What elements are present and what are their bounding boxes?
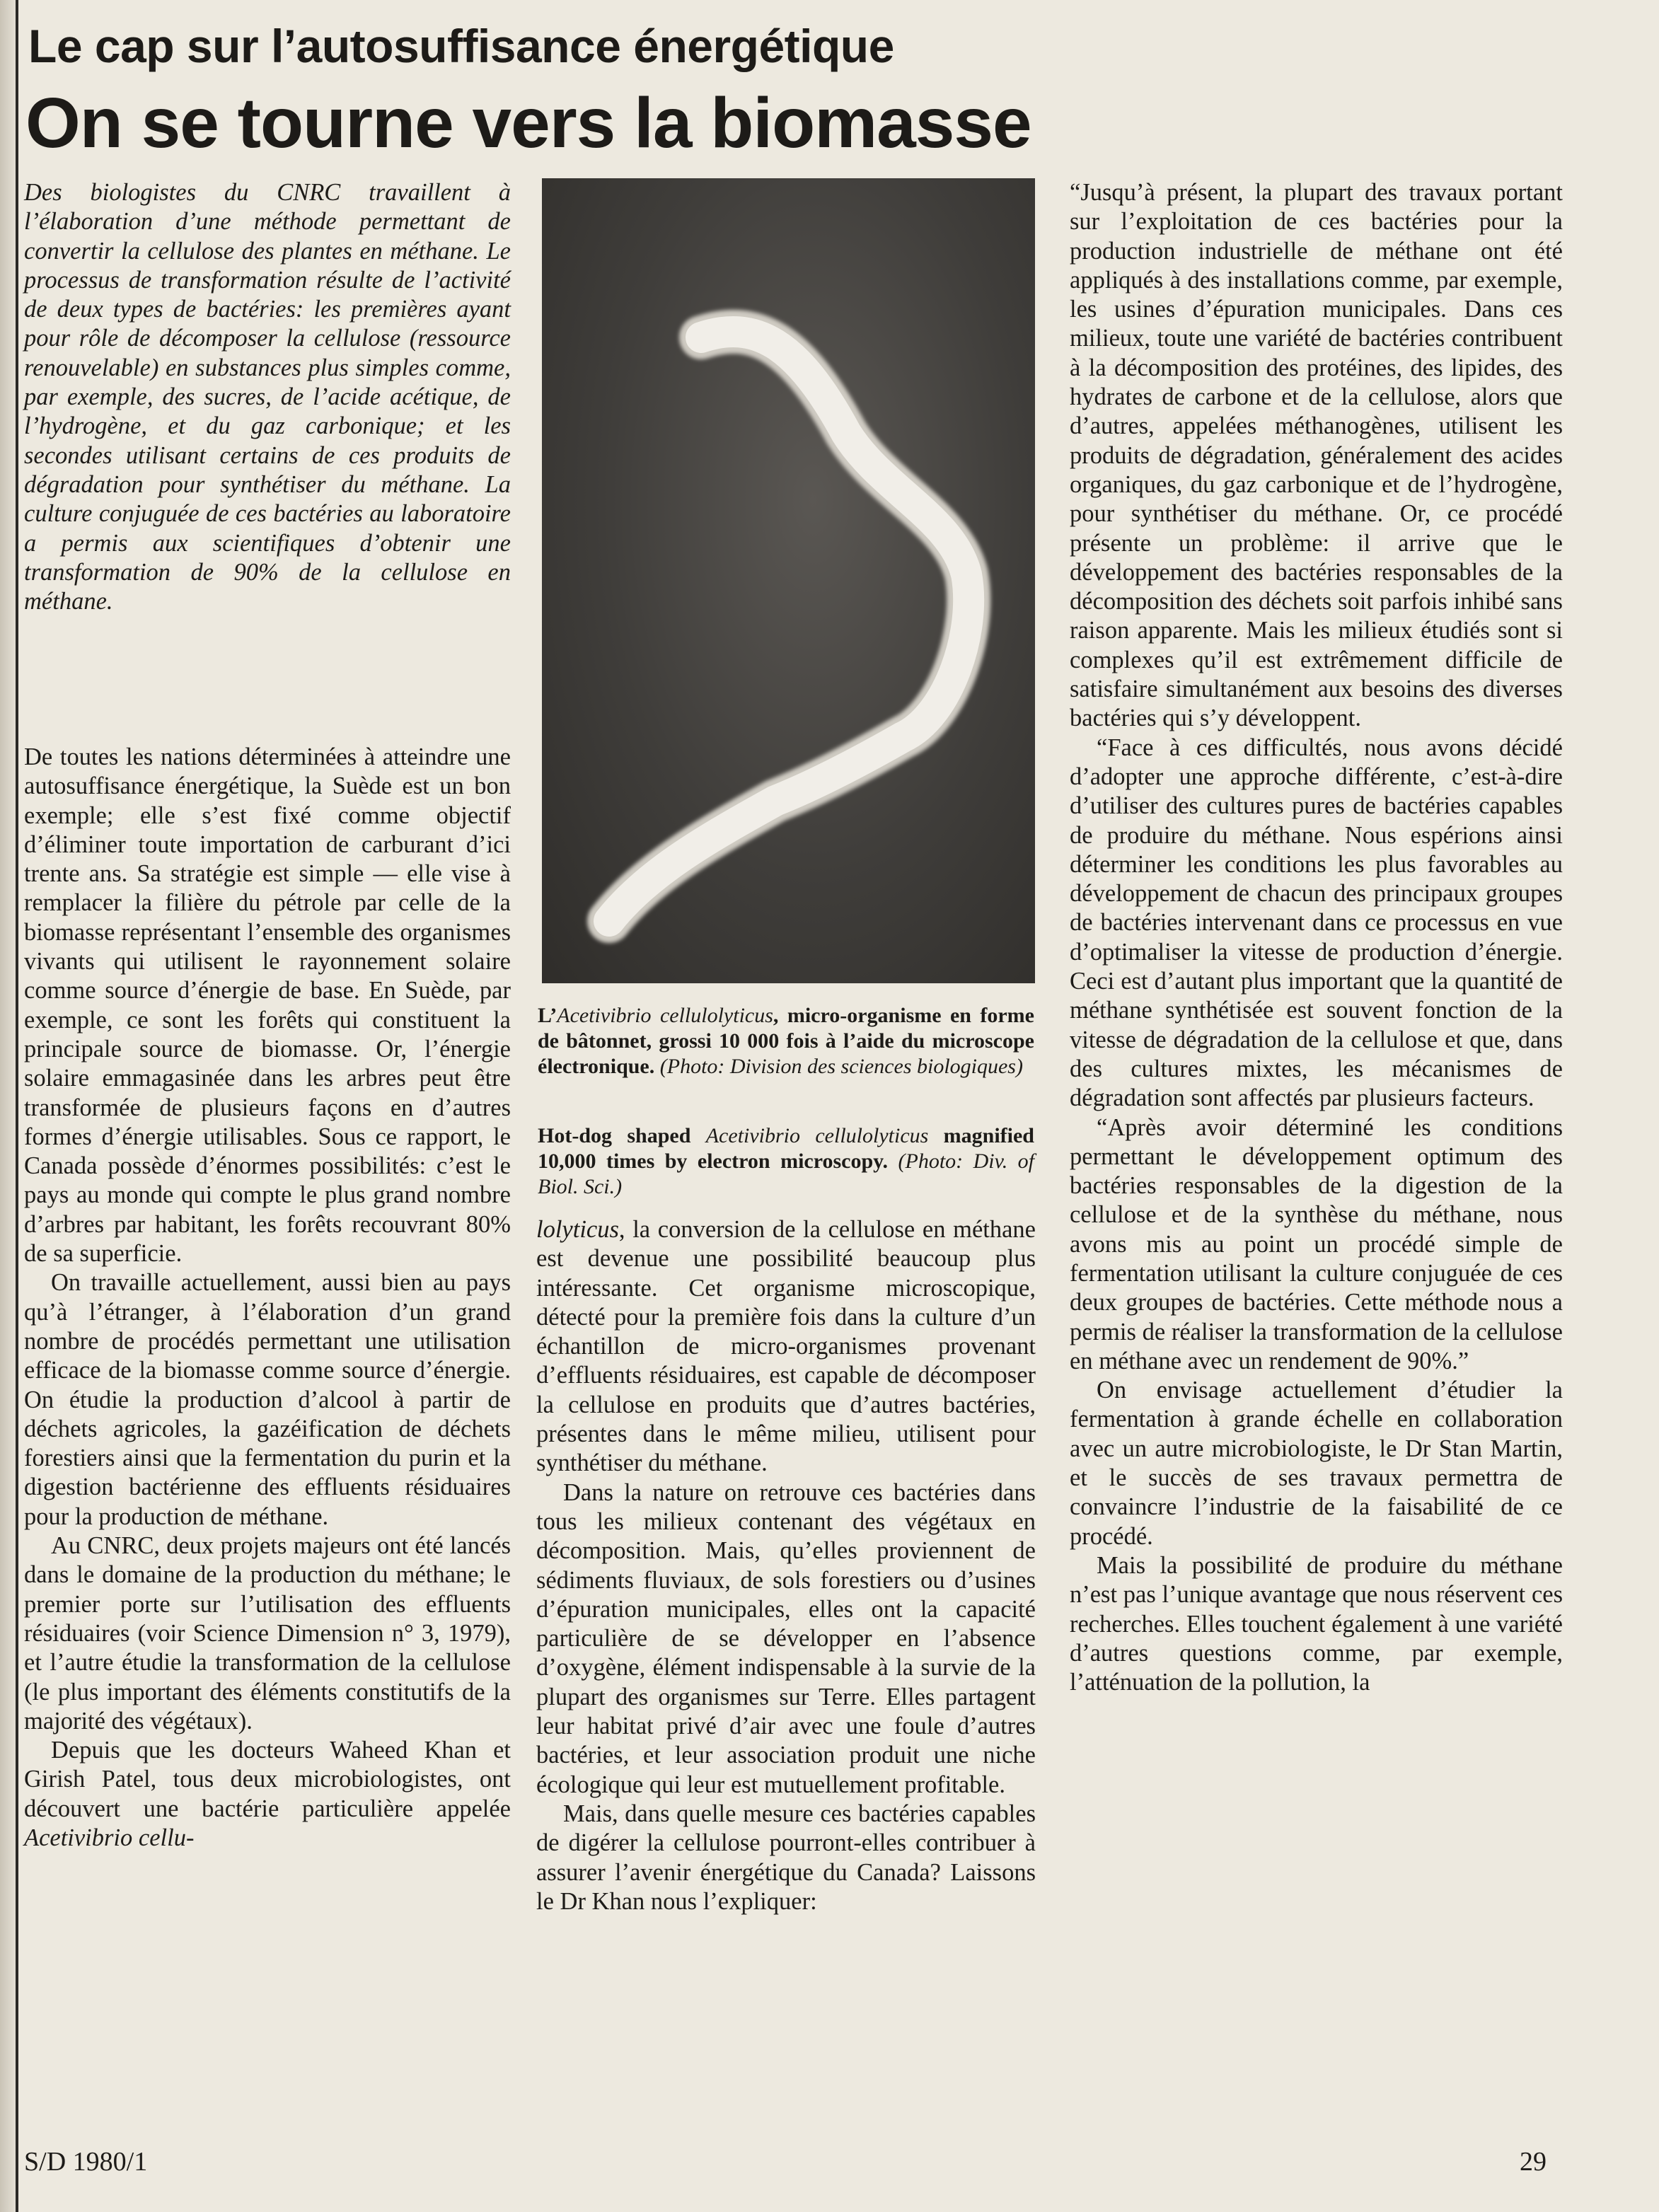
bacteria-micrograph <box>542 178 1035 983</box>
caption-fr-species: Acetivibrio cellulolyticus <box>557 1004 773 1027</box>
caption-fr-credit: (Photo: Division des sciences biologiques) <box>659 1055 1023 1078</box>
col2-species-continuation: lolyticus <box>536 1216 619 1243</box>
caption-en-prefix: Hot-dog shaped <box>538 1124 706 1147</box>
caption-en-paragraph <box>538 1123 1034 1200</box>
col3-paragraph-4: On envisage actuellement d’étudier la fermentation à grande échelle en collaboration avec un autre microbiologiste, le Dr Stan Martin, et le succès de ses travaux permettra de convaincre l’industrie de la faisabilité de ce procédé. <box>1070 1377 1563 1550</box>
col1-paragraph-3: Au CNRC, deux projets majeurs ont été lancés dans le domaine de la production du méthane; le premier porte sur l’utilisation des effluents résiduaires (voir Science Dimension n° 3, 1979), et l’autre étudie la transformation de la cellulose (le plus important des éléments constitutifs de la majorité des végétaux). <box>24 1532 511 1735</box>
article-lead <box>24 178 511 616</box>
col3-paragraph-3: “Après avoir déterminé les conditions permettant le développement optimum des bactéries responsables de la digestion de la cellulose et de la synthèse du méthane, nous avons mis au point un procédé simple de fermentation utilisant la culture conjuguée de ces deux groupes de bactéries. Cette méthode nous a permis de réaliser la transformation de la cellulose en méthane avec un rendement de 90%.” <box>1070 1113 1563 1374</box>
page-number: 29 <box>1520 2147 1547 2177</box>
col2-paragraph-2: Dans la nature on retrouve ces bactéries dans tous les milieux contenant des végétaux en décomposition. Mais, qu’elles proviennent de sédiments fluviaux, de sols forestiers ou d’usines d’épuration municipales, elles ont la capacité particulière de se développer en l’absence d’oxygène, élément indispensable à la survie de la plupart des organismes sur Terre. Elles partagent leur habitat privé d’air avec une foule d’autres bactéries, et leur association produit une niche écologique qui leur est mutuellement profitable. <box>536 1478 1036 1798</box>
col1-species-name: Acetivibrio cellu- <box>24 1824 195 1851</box>
col1-paragraph-4-text: Depuis que les docteurs Waheed Khan et Girish Patel, tous deux microbiologistes, ont découvert une bactérie particulière appelée <box>24 1737 511 1822</box>
adjacent-page-edge <box>0 0 16 2212</box>
col3-paragraph-5: Mais la possibilité de produire du méthane n’est pas l’unique avantage que nous réservent ces recherches. Elles touchent également à une variété d’autres questions comme, par exemple, l’atténuation de la pollution, la <box>1070 1551 1563 1696</box>
column-2 <box>536 1215 1036 1916</box>
caption-fr-text: , micro-organisme en forme de bâtonnet, grossi 10 000 fois à l’aide du microscope électronique. <box>538 1004 1034 1078</box>
column-3 <box>1070 178 1563 1697</box>
caption-en-species: Acetivibrio cellulolyticus <box>705 1124 929 1147</box>
column-1 <box>24 743 511 1853</box>
col2-paragraph-1 <box>536 1215 1036 1478</box>
caption-fr-prefix: L’ <box>538 1004 557 1027</box>
col2-paragraph-3: Mais, dans quelle mesure ces bactéries capables de digérer la cellulose pourront-elles contribuer à assurer l’avenir énergétique du Canada? Laissons le Dr Khan nous l’expliquer: <box>536 1800 1036 1915</box>
lead-paragraph: Des biologistes du CNRC travaillent à l’élaboration d’une méthode permettant de convertir la cellulose des plantes en méthane. Le processus de transformation résulte de l’activité de deux types de bactéries: les premières ayant pour rôle de décomposer la cellulose (ressource renouvelable) en substances plus simples comme, par exemple, des sucres, de l’acide acétique, de l’hydrogène, et du gaz carbonique; et les secondes utilisant certains de ces produits de dégradation pour synthétiser du méthane. La culture conjuguée de ces bactéries au laboratoire a permis aux scientifiques d’obtenir une transformation de 90% de la cellulose en méthane. <box>24 179 511 615</box>
caption-en-credit: (Photo: Div. of Biol. Sci.) <box>538 1150 1034 1198</box>
col1-paragraph-4 <box>24 1736 511 1853</box>
caption-en-text: magnified 10,000 times by electron microscopy. <box>538 1124 1034 1173</box>
article-kicker: Le cap sur l’autosuffisance énergétique <box>28 20 894 72</box>
issue-footer: S/D 1980/1 <box>24 2147 148 2177</box>
page-gutter-rule <box>16 0 18 2212</box>
article-headline: On se tourne vers la biomasse <box>25 83 1031 163</box>
col1-paragraph-1: De toutes les nations déterminées à atteindre une autosuffisance énergétique, la Suède est un bon exemple; elle s’est fixé comme objectif d’éliminer toute importation de carburant d’ici trente ans. Sa stratégie est simple — elle vise à remplacer la filière du pétrole par celle de la biomasse représentant l’ensemble des organismes vivants qui utilisent le rayonnement solaire comme source d’énergie de base. En Suède, par exemple, ce sont les forêts qui constituent la principale source de biomasse. Or, l’énergie solaire emmagasinée dans les arbres peut être transformée de plusieurs façons en d’autres formes d’énergie utilisables. Sous ce rapport, le Canada possède d’énormes possibilités: c’est le pays au monde qui compte le plus grand nombre d’arbres par habitant, les forêts recouvrant 80% de sa superficie. <box>24 743 511 1268</box>
micrograph-image <box>542 178 1035 983</box>
col3-paragraph-1: “Jusqu’à présent, la plupart des travaux portant sur l’exploitation de ces bactéries pour la production industrielle de méthane ont été appliqués à des installations comme, par exemple, les usines d’épuration municipales. Dans ces milieux, toute une variété de bactéries contribuent à la décomposition des protéines, des lipides, des hydrates de carbone et de la cellulose, alors que d’autres, appelées méthanogènes, utilisent les produits de dégradation, généralement des acides organiques, du gaz carbonique et de l’hydrogène, pour synthétiser du méthane. Or, ce procédé présente un problème: il arrive que le développement des bactéries responsables de la décomposition des déchets soit parfois inhibé sans raison apparente. Mais les milieux étudiés sont si complexes qu’il est extrêmement difficile de satisfaire simultanément aux besoins des diverses bactéries qui s’y développent. <box>1070 179 1563 732</box>
photo-caption-french <box>538 1003 1034 1079</box>
col3-paragraph-2: “Face à ces difficultés, nous avons décidé d’adopter une approche différente, c’est-à-dire d’utiliser des cultures pures de bactéries capables de produire du méthane. Nous espérions ainsi déterminer les conditions les plus favorables au développement de chacun des principaux groupes de bactéries intervenant dans ce processus en vue d’optimaliser la vitesse de production d’énergie. Ceci est d’autant plus important que la quantité de méthane synthétisée est souvent fonction de la vitesse de dégradation de la cellulose et que, dans des cultures mixtes, les mécanismes de dégradation sont affectés par plusieurs facteurs. <box>1070 734 1563 1112</box>
col1-paragraph-2: On travaille actuellement, aussi bien au pays qu’à l’étranger, à l’élaboration d’un grand nombre de procédés permettant une utilisation efficace de la biomasse comme source d’énergie. On étudie la production d’alcool à partir de déchets agricoles, la gazéification de déchets forestiers ainsi que la fermentation du purin et la digestion bactérienne des effluents résiduaires pour la production de méthane. <box>24 1269 511 1530</box>
caption-fr-paragraph <box>538 1003 1034 1079</box>
col2-paragraph-1-text: , la conversion de la cellulose en méthane est devenue une possibilité beaucoup plus intéressante. Cet organisme microscopique, détecté pour la première fois dans la culture d’un échantillon de micro-organismes provenant d’effluents résiduaires, est capable de décomposer la cellulose en produits que d’autres bactéries, présentes dans le même milieu, utilisent pour synthétiser du méthane. <box>536 1216 1036 1477</box>
photo-caption-english <box>538 1123 1034 1200</box>
